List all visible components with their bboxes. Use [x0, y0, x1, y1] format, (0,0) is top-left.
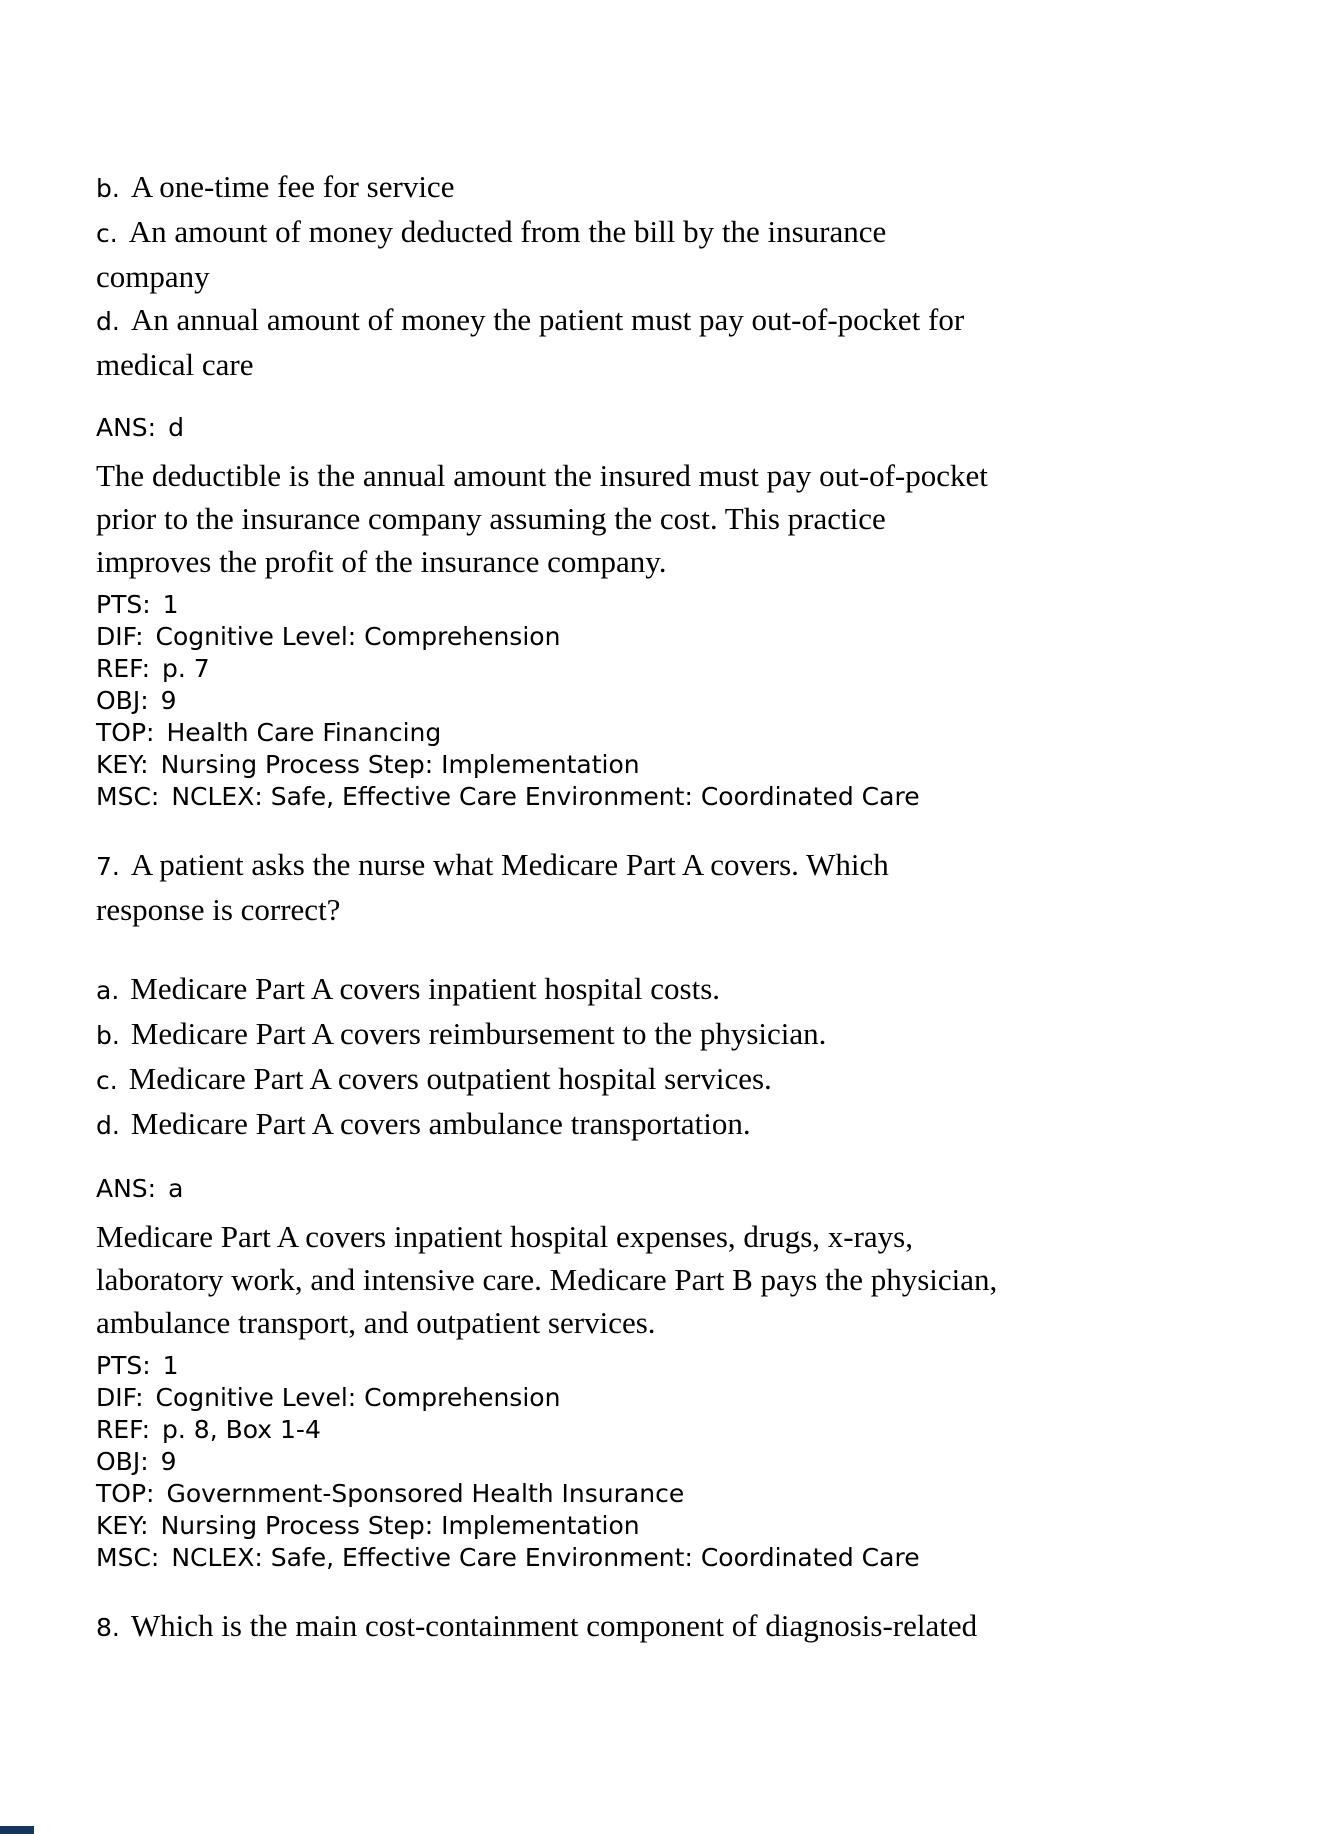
- choice-text: Medicare Part A covers ambulance transportation.: [130, 1106, 751, 1141]
- meta-label: REF:: [96, 1415, 151, 1444]
- meta-row: [96, 1350, 1280, 1382]
- meta-row: [96, 1542, 1280, 1574]
- meta-row: [96, 1382, 1280, 1414]
- rationale-line: ambulance transport, and outpatient services.: [96, 1305, 656, 1340]
- choice-text: A one-time fee for service: [130, 169, 455, 204]
- answer-choice-row: [96, 967, 1280, 1012]
- meta-value: Government-Sponsored Health Insurance: [166, 1479, 685, 1508]
- answer-choice-wrap-line: [96, 343, 1280, 386]
- choice-letter: c.: [96, 219, 118, 248]
- meta-value: Health Care Financing: [166, 718, 442, 747]
- meta-row: [96, 653, 1280, 685]
- meta-row: [96, 1510, 1280, 1542]
- question-wrap-line: [96, 888, 1280, 931]
- answer-label: ANS:: [96, 413, 157, 442]
- meta-value: Cognitive Level: Comprehension: [155, 622, 561, 651]
- meta-value: Nursing Process Step: Implementation: [160, 1511, 640, 1540]
- meta-row: [96, 749, 1280, 781]
- question-number: 8.: [96, 1613, 120, 1642]
- choice-text: Medicare Part A covers reimbursement to the physician.: [130, 1016, 827, 1051]
- answer-choice-row: [96, 165, 1280, 210]
- meta-value: 9: [160, 686, 177, 715]
- meta-label: KEY:: [96, 750, 149, 779]
- answer-value: a: [168, 1174, 184, 1203]
- meta-label: MSC:: [96, 1543, 160, 1572]
- choice-letter: a.: [96, 976, 120, 1005]
- choice-text: Medicare Part A covers inpatient hospital costs.: [130, 971, 721, 1006]
- meta-value: Cognitive Level: Comprehension: [155, 1383, 561, 1412]
- answer-value: d: [168, 413, 184, 442]
- meta-value: NCLEX: Safe, Effective Care Environment: Coordinated Care: [171, 782, 920, 811]
- choice-letter: b.: [96, 1021, 120, 1050]
- meta-value: 9: [160, 1447, 177, 1476]
- block-options: [96, 165, 1280, 386]
- choice-letter: b.: [96, 174, 120, 203]
- meta-row: [96, 1478, 1280, 1510]
- answer-label: ANS:: [96, 1174, 157, 1203]
- meta-value: 1: [162, 1351, 179, 1380]
- question-text: response is correct?: [96, 892, 341, 927]
- answer-row: [96, 412, 1280, 444]
- question-text: Which is the main cost-containment component of diagnosis-related: [130, 1608, 978, 1643]
- meta-value: p. 7: [162, 654, 210, 683]
- block-answer: [96, 1173, 1280, 1205]
- choice-text: company: [96, 259, 210, 294]
- block-question: [96, 1604, 1280, 1649]
- meta-label: TOP:: [96, 718, 155, 747]
- choice-text: An amount of money deducted from the bill by the insurance: [128, 214, 887, 249]
- meta-label: TOP:: [96, 1479, 155, 1508]
- meta-row: [96, 685, 1280, 717]
- meta-row: [96, 1446, 1280, 1478]
- meta-label: MSC:: [96, 782, 160, 811]
- document-content: [96, 165, 1280, 1649]
- meta-value: Nursing Process Step: Implementation: [160, 750, 640, 779]
- answer-choice-wrap-line: [96, 255, 1280, 298]
- next-page-border-corner: [0, 1826, 34, 1834]
- meta-label: DIF:: [96, 622, 144, 651]
- rationale-line: Medicare Part A covers inpatient hospital expenses, drugs, x-rays,: [96, 1219, 913, 1254]
- answer-row: [96, 1173, 1280, 1205]
- meta-value: NCLEX: Safe, Effective Care Environment: Coordinated Care: [171, 1543, 920, 1572]
- meta-label: DIF:: [96, 1383, 144, 1412]
- meta-label: OBJ:: [96, 686, 149, 715]
- rationale-line: laboratory work, and intensive care. Medicare Part B pays the physician,: [96, 1262, 998, 1297]
- question-text: A patient asks the nurse what Medicare Part A covers. Which: [130, 847, 889, 882]
- block-meta: [96, 1350, 1280, 1574]
- answer-choice-row: [96, 298, 1280, 343]
- answer-choice-row: [96, 1012, 1280, 1057]
- question-row: [96, 843, 1280, 888]
- choice-letter: d.: [96, 1111, 120, 1140]
- answer-choice-row: [96, 1102, 1280, 1147]
- rationale-line: prior to the insurance company assuming the cost. This practice: [96, 501, 886, 536]
- meta-label: KEY:: [96, 1511, 149, 1540]
- answer-choice-row: [96, 1057, 1280, 1102]
- block-answer: [96, 412, 1280, 444]
- choice-letter: d.: [96, 307, 120, 336]
- question-row: [96, 1604, 1280, 1649]
- meta-row: [96, 621, 1280, 653]
- meta-row: [96, 589, 1280, 621]
- meta-label: PTS:: [96, 1351, 151, 1380]
- meta-row: [96, 717, 1280, 749]
- rationale-line: improves the profit of the insurance company.: [96, 544, 667, 579]
- choice-letter: c.: [96, 1066, 118, 1095]
- meta-label: REF:: [96, 654, 151, 683]
- meta-row: [96, 781, 1280, 813]
- question-number: 7.: [96, 852, 120, 881]
- meta-label: PTS:: [96, 590, 151, 619]
- block-meta: [96, 589, 1280, 813]
- choice-text: An annual amount of money the patient must pay out-of-pocket for: [130, 302, 965, 337]
- block-rationale: [96, 1215, 1280, 1344]
- block-options: [96, 967, 1280, 1147]
- meta-row: [96, 1414, 1280, 1446]
- answer-choice-row: [96, 210, 1280, 255]
- choice-text: medical care: [96, 347, 254, 382]
- meta-label: OBJ:: [96, 1447, 149, 1476]
- rationale-line: The deductible is the annual amount the insured must pay out-of-pocket: [96, 458, 988, 493]
- block-rationale: [96, 454, 1280, 583]
- meta-value: 1: [162, 590, 179, 619]
- block-question: [96, 843, 1280, 931]
- choice-text: Medicare Part A covers outpatient hospital services.: [128, 1061, 772, 1096]
- meta-value: p. 8, Box 1-4: [162, 1415, 321, 1444]
